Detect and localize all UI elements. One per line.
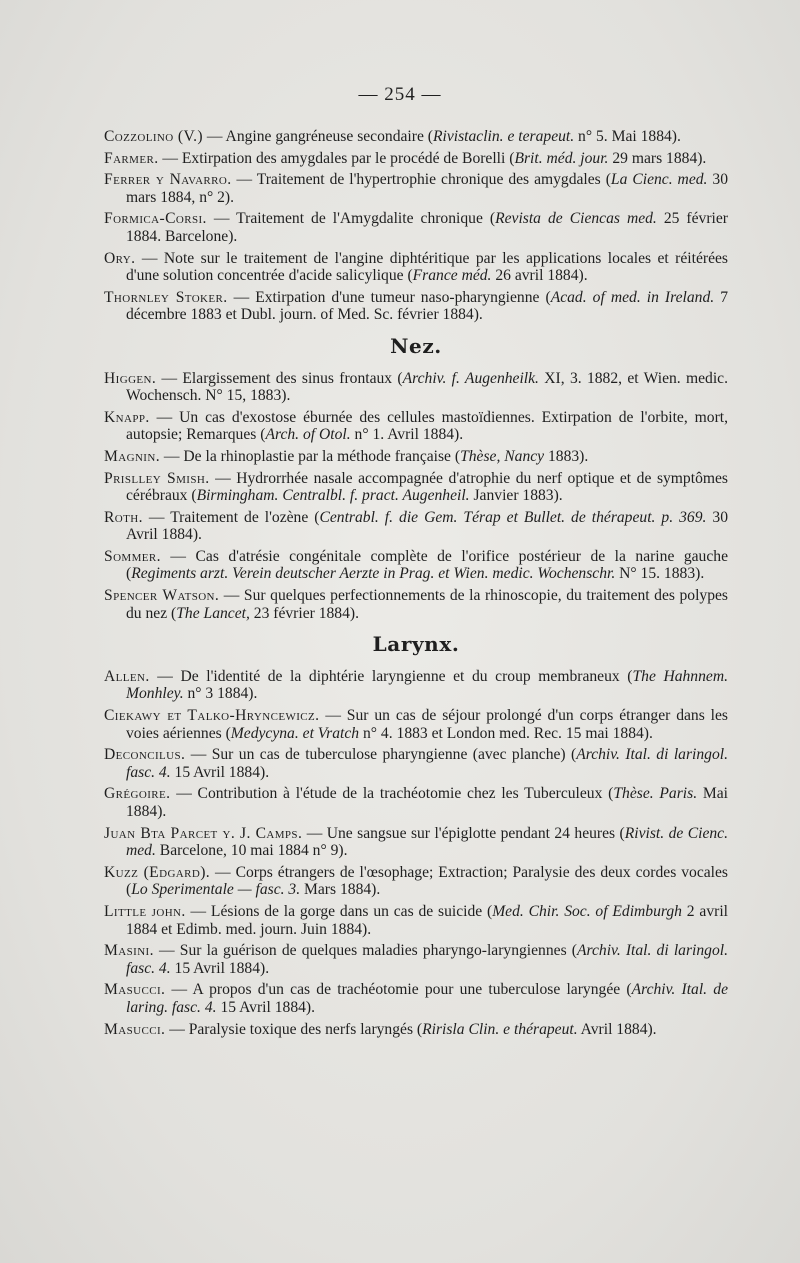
entry-author: Juan Bta Parcet y. J. Camps. (104, 824, 303, 842)
entry-description: — Sur un cas de séjour prolongé d'un corps étranger dans les voies aériennes ( (126, 707, 728, 742)
bibliography-entry (104, 668, 728, 703)
entry-details: 25 février 1884. Barcelone). (126, 210, 728, 245)
entry-source: Acad. of med. in Ireland. (550, 288, 715, 306)
entry-source: Ririsla Clin. e thérapeut. (422, 1020, 578, 1038)
entry-author: Magnin. (104, 447, 161, 465)
section-title: Larynx. (372, 632, 460, 657)
bibliography-entry (104, 785, 728, 820)
bibliography-entry (104, 746, 728, 781)
entry-description: — Sur un cas de tuberculose pharyngienne (avec planche) ( (185, 746, 577, 764)
entry-author: Sommer. (104, 547, 161, 565)
entry-details: 15 Avril 1884). (170, 763, 270, 781)
bibliography-entry (104, 210, 728, 245)
bibliography-entry (104, 289, 728, 324)
entry-author: Ciekawy et Talko-Hryncewicz. (104, 707, 320, 725)
entry-details: 1883). (544, 447, 589, 465)
entry-author: Spencer Watson. (104, 587, 220, 605)
entry-details: N° 15. 1883). (615, 565, 705, 583)
entry-author: Thornley Stoker. (104, 288, 228, 306)
entry-details: 29 mars 1884). (608, 149, 707, 167)
entry-author: Grégoire. (104, 785, 171, 803)
entry-description: — Cas d'atrésie congénitale complète de l'orifice postérieur de la narine gauche ( (126, 547, 728, 583)
entry-details: n° 3 1884). (183, 685, 258, 703)
entry-author: Knapp. (104, 408, 150, 426)
entry-description: — Angine gangréneuse secondaire ( (203, 128, 433, 145)
entry-author: Formica-Corsi. (104, 210, 207, 228)
bibliography-entry (104, 128, 728, 146)
entry-details: Mars 1884). (300, 881, 381, 899)
entry-source: Archiv. Ital. de laring. fasc. 4. (126, 981, 729, 1016)
bibliography-entry (104, 942, 728, 977)
bibliography-entry (104, 250, 728, 285)
bibliography-entry (104, 370, 728, 405)
entry-source: France méd. (412, 267, 492, 285)
entry-author: Cozzolino (V.) (104, 128, 204, 145)
entry-source: The Lancet, (176, 604, 250, 622)
bibliography-entry (104, 171, 728, 206)
bibliography-entry (104, 509, 728, 544)
bibliography-entry (104, 548, 728, 583)
entry-description: — De la rhinoplastie par la méthode française ( (160, 447, 461, 465)
entry-description: — Paralysie toxique des nerfs laryngés ( (165, 1020, 423, 1038)
entry-author: Deconcilus. (104, 746, 186, 764)
entry-details: 7 décembre 1883 et Dubl. journ. of Med. Sc. février 1884). (126, 288, 728, 324)
entry-description: — Un cas d'exostose éburnée des cellules mastoïdiennes. Extirpation de l'orbite, mort, autopsie; Remarques ( (126, 408, 728, 444)
entry-author: Masucci. (104, 1020, 166, 1038)
entry-details: Mai 1884). (126, 785, 728, 820)
entry-details: Barcelone, 10 mai 1884 n° 9). (155, 842, 348, 860)
entry-author: Higgen. (104, 369, 157, 387)
entry-author: Roth. (104, 508, 143, 526)
entry-description: — A propos d'un cas de trachéotomie pour une tuberculose laryngée ( (165, 981, 632, 999)
bibliography-entry (104, 409, 728, 444)
entry-source: Archiv. f. Augenheilk. (402, 369, 539, 387)
page-number: — 254 — (358, 84, 442, 105)
entry-author: Kuzz (Edgard). (104, 863, 211, 881)
entry-details: n° 1. Avril 1884). (350, 426, 464, 444)
entry-source: Thèse, Nancy (460, 447, 545, 465)
entry-source: Thèse. Paris. (613, 785, 698, 803)
entry-details: 15 Avril 1884). (170, 959, 270, 977)
entry-details: n° 4. 1883 et London med. Rec. 15 mai 1884). (359, 724, 653, 742)
entry-description: — Traitement de l'Amygdalite chronique ( (206, 210, 496, 228)
entry-source: Archiv. Ital. di laringol. fasc. 4. (126, 746, 728, 781)
entry-description: — Lésions de la gorge dans un cas de suicide ( (185, 902, 493, 920)
bibliography-entry (104, 150, 728, 168)
entry-source: Birmingham. Centralbl. f. pract. Augenheil. (196, 487, 470, 505)
bibliography-entry (104, 448, 728, 466)
entry-description: — Une sangsue sur l'épiglotte pendant 24 heures ( (302, 824, 625, 842)
bibliography-list (104, 128, 728, 1042)
bibliography-entry (104, 981, 728, 1016)
entry-source: Med. Chir. Soc. of Edimburgh (492, 902, 682, 920)
entry-source: Medycyna. et Vratch (230, 724, 360, 742)
entry-description: — Hydrorrhée nasale accompagnée d'atrophie du nerf optique et de symptômes cérébraux ( (126, 469, 728, 505)
section-title: Nez. (390, 333, 442, 358)
entry-author: Ferrer y Navarro. (104, 171, 232, 189)
bibliography-entry (104, 470, 728, 505)
entry-author: Masucci. (104, 981, 166, 999)
entry-description: — Extirpation des amygdales par le procédé de Borelli ( (158, 149, 515, 167)
entry-source: Rivistaclin. e terapeut. (432, 128, 575, 145)
entry-description: — Sur quelques perfectionnements de la rhinoscopie, du traitement des polypes du nez ( (126, 587, 729, 622)
entry-details: XI, 3. 1882, et Wien. medic. Wochensch. N° 15, 1883). (126, 369, 729, 405)
entry-details: 2 avril 1884 et Edimb. med. journ. Juin 1884). (126, 902, 728, 938)
entry-author: Farmer. (104, 149, 159, 167)
entry-description: — Traitement de l'hypertrophie chronique des amygdales ( (231, 171, 611, 189)
entry-source: Brit. méd. jour. (514, 149, 609, 167)
entry-author: Allen. (104, 667, 150, 685)
entry-details: n° 5. Mai 1884). (574, 128, 681, 145)
entry-author: Prislley Smish. (104, 469, 210, 487)
entry-details: 30 Avril 1884). (126, 508, 728, 544)
entry-description: — Extirpation d'une tumeur naso-pharyngienne ( (227, 288, 551, 306)
bibliography-entry (104, 707, 728, 742)
entry-details: Janvier 1883). (469, 487, 563, 505)
entry-description: — Traitement de l'ozène ( (142, 508, 320, 526)
entry-description: — Elargissement des sinus frontaux ( (156, 369, 403, 387)
bibliography-entry (104, 587, 728, 622)
entry-details: 30 mars 1884, n° 2). (126, 171, 728, 206)
bibliography-entry (104, 825, 728, 860)
entry-source: Arch. of Otol. (265, 426, 351, 444)
entry-source: Revista de Ciencas med. (495, 210, 657, 228)
entry-description: — De l'identité de la diphtérie laryngienne et du croup membraneux ( (149, 667, 633, 685)
entry-source: Lo Sperimentale — fasc. 3. (131, 881, 301, 899)
entry-source: Rivist. de Cienc. med. (126, 824, 729, 860)
entry-description: — Note sur le traitement de l'angine diphtéritique par les applications locales et réitérées d'une solution concentrée d'acide salicylique ( (126, 249, 728, 285)
entry-author: Masini. (104, 942, 154, 960)
bibliography-entry (104, 903, 728, 938)
entry-details: 15 Avril 1884). (216, 998, 316, 1016)
entry-source: Centrabl. f. die Gem. Térap et Bullet. de thérapeut. p. 369. (319, 508, 707, 526)
entry-details: 23 février 1884). (249, 604, 359, 622)
entry-source: Regiments arzt. Verein deutscher Aerzte in Prag. et Wien. medic. Wochenschr. (131, 565, 616, 583)
entry-description: — Corps étrangers de l'œsophage; Extraction; Paralysie des deux cordes vocales ( (126, 863, 728, 899)
entry-details: Avril 1884). (577, 1020, 657, 1038)
entry-author: Little john. (104, 902, 186, 920)
bibliography-entry (104, 864, 728, 899)
entry-source: The Hahnnem. Monhley. (126, 667, 728, 703)
entry-description: — Contribution à l'étude de la trachéotomie chez les Tuberculeux ( (170, 785, 614, 803)
entry-author: Ory. (104, 249, 136, 267)
entry-details: 26 avril 1884). (491, 267, 588, 285)
entry-description: — Sur la guérison de quelques maladies pharyngo-laryngiennes ( (153, 942, 577, 960)
bibliography-entry (104, 1021, 728, 1039)
entry-source: La Cienc. med. (610, 171, 708, 189)
entry-source: Archiv. Ital. di laringol. fasc. 4. (126, 942, 728, 977)
